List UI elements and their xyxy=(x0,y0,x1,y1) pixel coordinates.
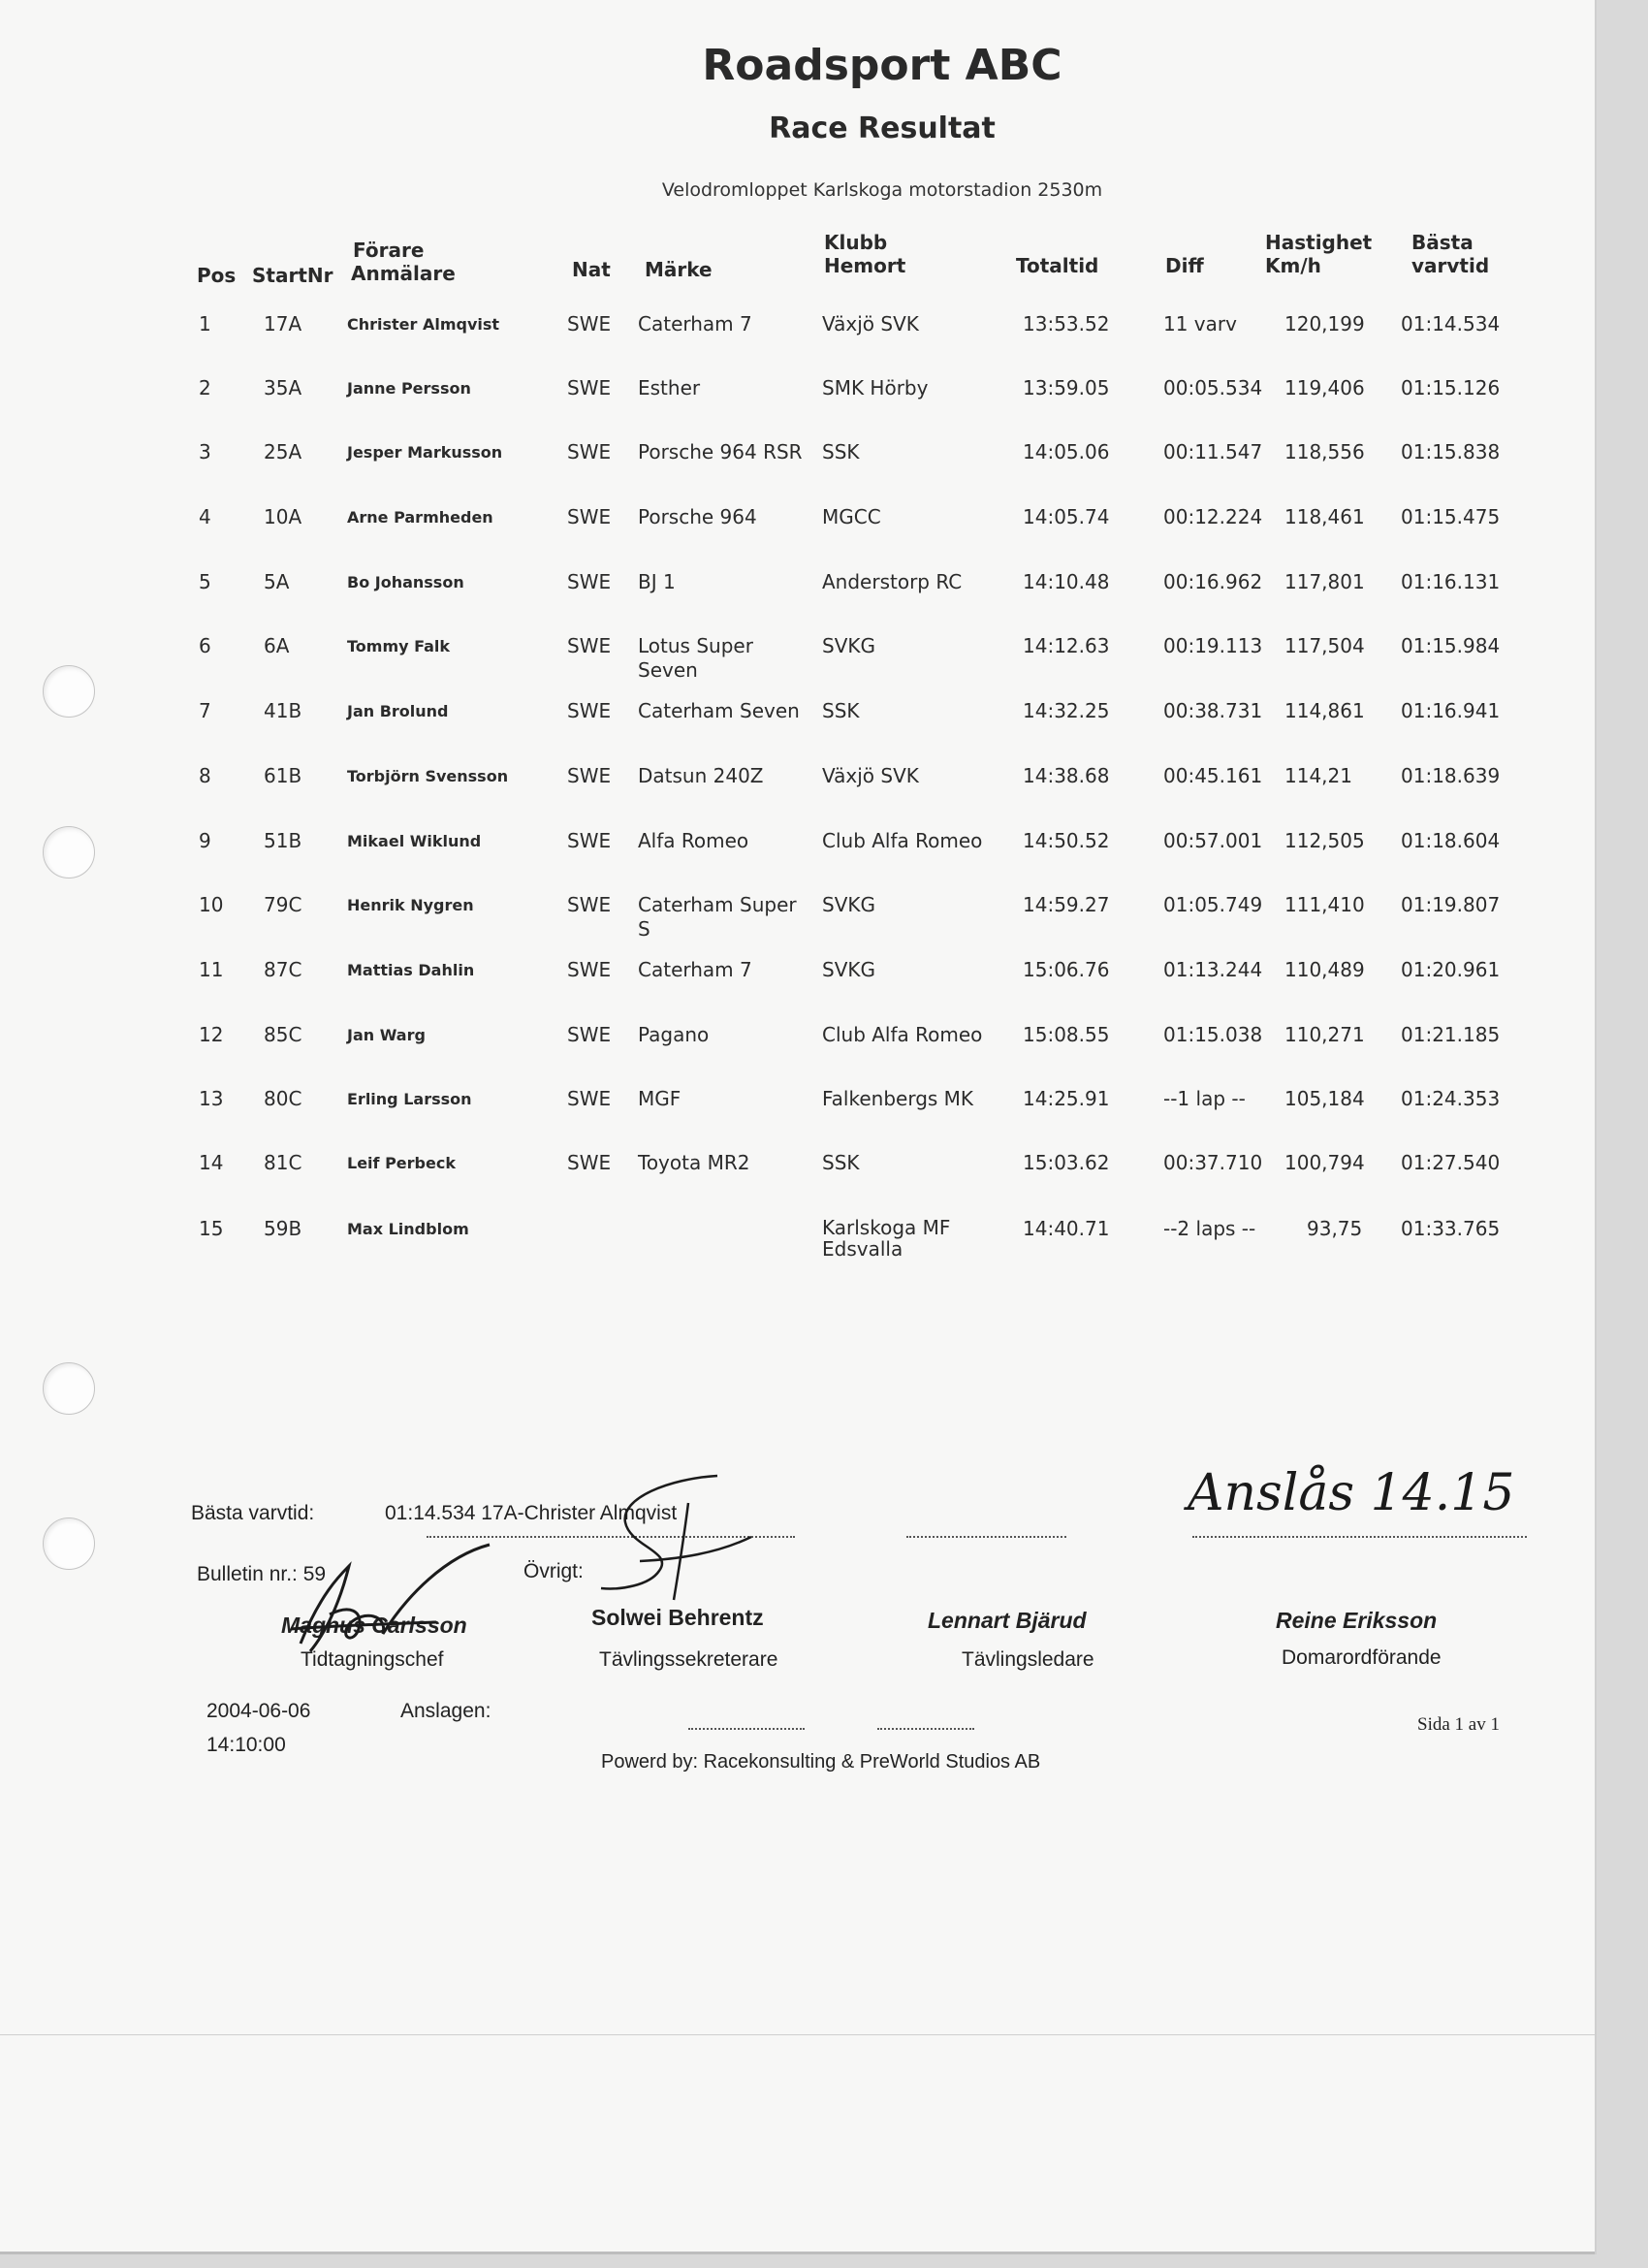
official-name: Reine Eriksson xyxy=(1276,1608,1438,1633)
cell-make: Datsun 240Z xyxy=(638,764,764,787)
cell-driver: Christer Almqvist xyxy=(347,315,500,334)
cell-best-lap: 01:27.540 xyxy=(1401,1151,1501,1174)
signature-solwei-behrentz xyxy=(582,1464,776,1610)
cell-diff: 01:15.038 xyxy=(1163,1023,1263,1046)
table-row xyxy=(0,1023,1595,1081)
cell-startnr: 25A xyxy=(264,440,302,463)
table-row xyxy=(0,1087,1595,1145)
cell-driver: Mikael Wiklund xyxy=(347,832,482,850)
cell-diff: 00:11.547 xyxy=(1163,440,1263,463)
official-role: Domarordförande xyxy=(1282,1646,1442,1669)
cell-club: Växjö SVK xyxy=(822,312,919,335)
cell-speed: 114,21 xyxy=(1284,764,1352,787)
cell-speed: 117,504 xyxy=(1284,634,1365,657)
cell-pos: 11 xyxy=(199,958,224,981)
divider xyxy=(688,1728,805,1730)
cell-make: Pagano xyxy=(638,1023,710,1046)
cell-pos: 7 xyxy=(199,699,211,722)
cell-driver: Jan Brolund xyxy=(347,702,449,720)
cell-nat: SWE xyxy=(567,1023,612,1046)
cell-club: Växjö SVK xyxy=(822,764,919,787)
cell-nat: SWE xyxy=(567,893,612,916)
official-role: Tävlingsledare xyxy=(962,1648,1094,1671)
cell-best-lap: 01:33.765 xyxy=(1401,1217,1501,1240)
powered-by: Powerd by: Racekonsulting & PreWorld Studios AB xyxy=(601,1751,1041,1773)
table-row xyxy=(0,505,1595,563)
cell-best-lap: 01:19.807 xyxy=(1401,893,1501,916)
cell-diff: 00:37.710 xyxy=(1163,1151,1263,1174)
cell-total: 14:50.52 xyxy=(1023,829,1110,852)
bulletin-number: Bulletin nr.: 59 xyxy=(197,1563,327,1585)
cell-pos: 4 xyxy=(199,505,211,528)
cell-make: Caterham Seven xyxy=(638,699,800,722)
cell-diff: 00:38.731 xyxy=(1163,699,1263,722)
cell-pos: 9 xyxy=(199,829,211,852)
cell-driver: Jan Warg xyxy=(347,1026,426,1044)
best-lap-value: 01:14.534 17A-Christer Almqvist xyxy=(385,1502,678,1524)
col-header-nat: Nat xyxy=(572,258,611,281)
cell-make: Porsche 964 RSR xyxy=(638,440,803,463)
cell-total: 13:59.05 xyxy=(1023,376,1110,399)
divider xyxy=(906,1536,1066,1538)
cell-diff: 01:05.749 xyxy=(1163,893,1263,916)
cell-startnr: 59B xyxy=(264,1217,302,1240)
cell-total: 15:03.62 xyxy=(1023,1151,1110,1174)
cell-pos: 1 xyxy=(199,312,211,335)
cell-club: Karlskoga MF Edsvalla xyxy=(822,1216,951,1261)
cell-driver: Torbjörn Svensson xyxy=(347,767,509,785)
cell-speed: 110,271 xyxy=(1284,1023,1365,1046)
cell-speed: 118,556 xyxy=(1284,440,1365,463)
cell-club: SVKG xyxy=(822,958,875,981)
cell-total: 15:06.76 xyxy=(1023,958,1110,981)
cell-startnr: 6A xyxy=(264,634,290,657)
cell-speed: 100,794 xyxy=(1284,1151,1365,1174)
cell-pos: 14 xyxy=(199,1151,224,1174)
cell-speed: 117,801 xyxy=(1284,570,1365,593)
cell-club: SSK xyxy=(822,1151,860,1174)
cell-total: 13:53.52 xyxy=(1023,312,1110,335)
cell-total: 14:32.25 xyxy=(1023,699,1110,722)
col-header-driver: Förare Anmälare xyxy=(351,239,456,285)
cell-total: 14:12.63 xyxy=(1023,634,1110,657)
cell-speed: 111,410 xyxy=(1284,893,1365,916)
cell-driver: Henrik Nygren xyxy=(347,896,474,914)
page-number: Sida 1 av 1 xyxy=(1417,1714,1500,1735)
cell-nat: SWE xyxy=(567,570,612,593)
cell-diff: --2 laps -- xyxy=(1163,1217,1256,1240)
cell-driver: Tommy Falk xyxy=(347,637,451,655)
official-name: Magnus Carlsson xyxy=(281,1613,467,1638)
cell-club: Club Alfa Romeo xyxy=(822,1023,983,1046)
cell-best-lap: 01:18.639 xyxy=(1401,764,1501,787)
venue-line: Velodromloppet Karlskoga motorstadion 2530m xyxy=(661,179,1103,201)
handwritten-posting-note: Anslås 14.15 xyxy=(1188,1464,1515,1522)
col-header-total: Totaltid xyxy=(1016,254,1099,277)
cell-startnr: 51B xyxy=(264,829,302,852)
cell-make: Caterham 7 xyxy=(638,958,752,981)
cell-pos: 3 xyxy=(199,440,211,463)
col-header-best-lap: Bästa varvtid xyxy=(1411,231,1490,277)
col-header-speed: Hastighet Km/h xyxy=(1265,231,1373,277)
table-row xyxy=(0,634,1595,692)
table-row xyxy=(0,376,1595,434)
cell-club: SSK xyxy=(822,699,860,722)
cell-startnr: 17A xyxy=(264,312,302,335)
table-row xyxy=(0,893,1595,951)
col-header-make: Märke xyxy=(645,258,713,281)
cell-nat: SWE xyxy=(567,829,612,852)
cell-driver: Max Lindblom xyxy=(347,1220,469,1238)
cell-nat: SWE xyxy=(567,1151,612,1174)
cell-best-lap: 01:18.604 xyxy=(1401,829,1501,852)
cell-startnr: 87C xyxy=(264,958,302,981)
cell-driver: Bo Johansson xyxy=(347,573,464,591)
cell-total: 15:08.55 xyxy=(1023,1023,1110,1046)
cell-pos: 6 xyxy=(199,634,211,657)
cell-driver: Arne Parmheden xyxy=(347,508,493,527)
punch-hole xyxy=(43,1517,95,1570)
cell-best-lap: 01:24.353 xyxy=(1401,1087,1501,1110)
cell-total: 14:38.68 xyxy=(1023,764,1110,787)
cell-startnr: 80C xyxy=(264,1087,302,1110)
ovrigt-label: Övrigt: xyxy=(523,1560,584,1582)
cell-speed: 118,461 xyxy=(1284,505,1365,528)
divider xyxy=(877,1728,974,1730)
col-header-startnr: StartNr xyxy=(252,264,333,287)
table-row xyxy=(0,312,1595,370)
cell-startnr: 10A xyxy=(264,505,302,528)
cell-driver: Janne Persson xyxy=(347,379,471,398)
cell-speed: 120,199 xyxy=(1284,312,1365,335)
anslagen-label: Anslagen: xyxy=(400,1700,491,1722)
cell-driver: Mattias Dahlin xyxy=(347,961,475,979)
cell-pos: 13 xyxy=(199,1087,224,1110)
cell-nat: SWE xyxy=(567,505,612,528)
cell-startnr: 85C xyxy=(264,1023,302,1046)
print-date: 2004-06-06 xyxy=(206,1700,311,1722)
cell-speed: 105,184 xyxy=(1284,1087,1365,1110)
cell-total: 14:05.06 xyxy=(1023,440,1110,463)
cell-driver: Jesper Markusson xyxy=(347,443,503,462)
table-row xyxy=(0,764,1595,822)
cell-club: Falkenbergs MK xyxy=(822,1087,974,1110)
punch-hole xyxy=(43,1362,95,1415)
table-row xyxy=(0,440,1595,498)
cell-club: SVKG xyxy=(822,893,875,916)
table-row xyxy=(0,699,1595,757)
cell-best-lap: 01:20.961 xyxy=(1401,958,1501,981)
cell-total: 14:40.71 xyxy=(1023,1217,1110,1240)
cell-total: 14:25.91 xyxy=(1023,1087,1110,1110)
official-name: Solwei Behrentz xyxy=(591,1605,764,1630)
cell-total: 14:10.48 xyxy=(1023,570,1110,593)
cell-nat: SWE xyxy=(567,1087,612,1110)
cell-best-lap: 01:15.475 xyxy=(1401,505,1501,528)
cell-nat: SWE xyxy=(567,764,612,787)
cell-make: Caterham Super S xyxy=(638,893,797,941)
best-lap-label: Bästa varvtid: xyxy=(191,1502,315,1524)
cell-make: Toyota MR2 xyxy=(638,1151,750,1174)
page-edge xyxy=(0,2252,1595,2254)
cell-nat: SWE xyxy=(567,699,612,722)
official-name: Lennart Bjärud xyxy=(928,1608,1087,1633)
cell-make: Caterham 7 xyxy=(638,312,752,335)
cell-club: MGCC xyxy=(822,505,881,528)
cell-speed: 114,861 xyxy=(1284,699,1365,722)
cell-diff: --1 lap -- xyxy=(1163,1087,1246,1110)
cell-startnr: 5A xyxy=(264,570,290,593)
cell-driver: Leif Perbeck xyxy=(347,1154,456,1172)
cell-nat: SWE xyxy=(567,634,612,657)
table-row xyxy=(0,1151,1595,1209)
cell-make: MGF xyxy=(638,1087,681,1110)
official-role: Tävlingssekreterare xyxy=(599,1648,778,1671)
cell-diff: 00:16.962 xyxy=(1163,570,1263,593)
cell-make: BJ 1 xyxy=(638,570,676,593)
cell-nat: SWE xyxy=(567,376,612,399)
cell-club: Anderstorp RC xyxy=(822,570,963,593)
cell-nat: SWE xyxy=(567,312,612,335)
cell-diff: 00:12.224 xyxy=(1163,505,1263,528)
cell-diff: 00:05.534 xyxy=(1163,376,1263,399)
cell-total: 14:05.74 xyxy=(1023,505,1110,528)
cell-club: SMK Hörby xyxy=(822,376,929,399)
cell-pos: 12 xyxy=(199,1023,224,1046)
cell-speed: 110,489 xyxy=(1284,958,1365,981)
cell-startnr: 41B xyxy=(264,699,302,722)
cell-best-lap: 01:14.534 xyxy=(1401,312,1501,335)
fold-line xyxy=(0,2034,1595,2035)
cell-pos: 15 xyxy=(199,1217,224,1240)
cell-total: 14:59.27 xyxy=(1023,893,1110,916)
table-row xyxy=(0,570,1595,628)
cell-make: Porsche 964 xyxy=(638,505,757,528)
cell-pos: 2 xyxy=(199,376,211,399)
cell-best-lap: 01:16.131 xyxy=(1401,570,1501,593)
cell-pos: 5 xyxy=(199,570,211,593)
cell-diff: 00:45.161 xyxy=(1163,764,1263,787)
cell-startnr: 79C xyxy=(264,893,302,916)
cell-best-lap: 01:15.126 xyxy=(1401,376,1501,399)
cell-pos: 10 xyxy=(199,893,224,916)
cell-best-lap: 01:15.838 xyxy=(1401,440,1501,463)
cell-driver: Erling Larsson xyxy=(347,1090,472,1108)
col-header-diff: Diff xyxy=(1165,254,1204,277)
document-title: Roadsport ABC xyxy=(702,41,1062,90)
table-row xyxy=(0,1217,1595,1275)
cell-diff: 00:57.001 xyxy=(1163,829,1263,852)
official-role: Tidtagningschef xyxy=(301,1648,444,1671)
cell-startnr: 81C xyxy=(264,1151,302,1174)
cell-speed: 93,75 xyxy=(1307,1217,1363,1240)
document-subtitle: Race Resultat xyxy=(769,112,996,145)
cell-make: Lotus Super Seven xyxy=(638,634,753,682)
signature-magnus-carlsson xyxy=(271,1537,504,1663)
cell-diff: 11 varv xyxy=(1163,312,1237,335)
cell-club: Club Alfa Romeo xyxy=(822,829,983,852)
cell-best-lap: 01:16.941 xyxy=(1401,699,1501,722)
cell-startnr: 35A xyxy=(264,376,302,399)
cell-club: SSK xyxy=(822,440,860,463)
col-header-club: Klubb Hemort xyxy=(824,231,906,277)
divider xyxy=(1192,1536,1527,1538)
cell-make: Esther xyxy=(638,376,701,399)
cell-diff: 00:19.113 xyxy=(1163,634,1263,657)
cell-diff: 01:13.244 xyxy=(1163,958,1263,981)
cell-best-lap: 01:21.185 xyxy=(1401,1023,1501,1046)
cell-nat: SWE xyxy=(567,440,612,463)
col-header-pos: Pos xyxy=(197,264,237,287)
cell-nat: SWE xyxy=(567,958,612,981)
cell-club: SVKG xyxy=(822,634,875,657)
cell-make: Alfa Romeo xyxy=(638,829,749,852)
cell-speed: 112,505 xyxy=(1284,829,1365,852)
table-row xyxy=(0,829,1595,887)
cell-best-lap: 01:15.984 xyxy=(1401,634,1501,657)
table-row xyxy=(0,958,1595,1016)
print-time: 14:10:00 xyxy=(206,1734,286,1756)
cell-speed: 119,406 xyxy=(1284,376,1365,399)
cell-startnr: 61B xyxy=(264,764,302,787)
cell-pos: 8 xyxy=(199,764,211,787)
